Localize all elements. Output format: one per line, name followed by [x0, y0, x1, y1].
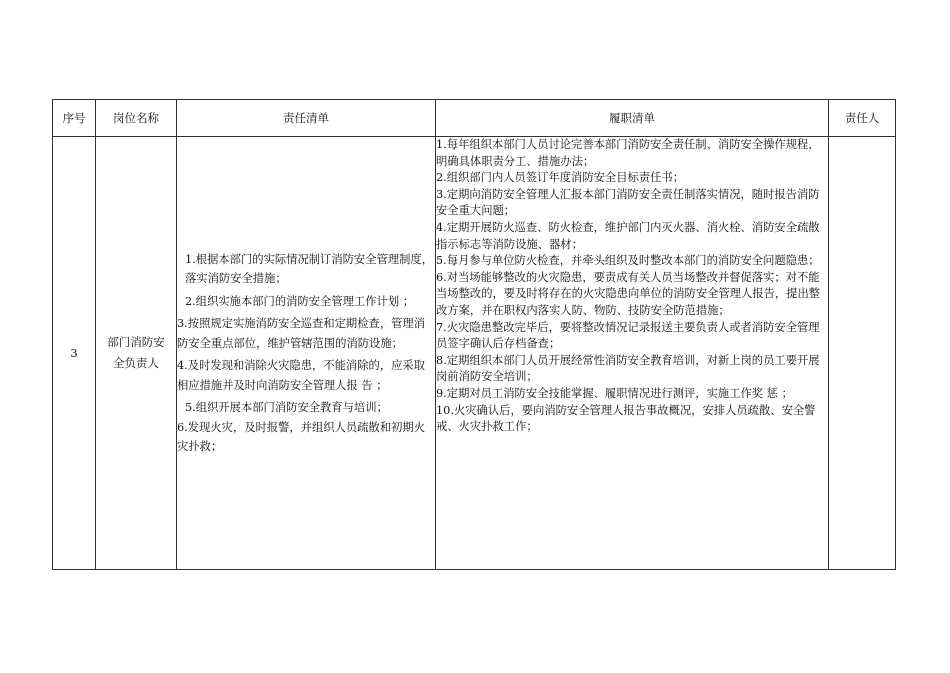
- header-responsibilities: 责任清单: [177, 100, 436, 137]
- performance-item: 9.定期对员工消防安全技能掌握、履职情况进行测评，实施工作奖 惩 ；: [436, 386, 793, 400]
- performance-item: 2.组织部门内人员签订年度消防安全目标责任书；: [436, 171, 685, 185]
- responsibility-item: 6.发现火灾，及时报警，并组织人员疏散和初期火灾扑救；: [177, 420, 426, 453]
- responsibility-item: 2.组织实施本部门的消防安全管理工作计划 ；: [185, 294, 415, 308]
- responsibility-item: 1.根据本部门的实际情况制订消防安全管理制度，落实消防安全措施；: [185, 252, 434, 285]
- performance-item: 4.定期开展防火巡查、防火检查，维护部门内灭火器、消火栓、消防安全疏散指示标志等消防设施、器材；: [436, 220, 820, 251]
- responsibility-list: [177, 137, 436, 570]
- row-no: 3: [53, 137, 96, 570]
- duty-table: [52, 99, 896, 570]
- header-no: 序号: [53, 100, 96, 137]
- header-performance: 履职清单: [436, 100, 829, 137]
- performance-item: 1.每年组织本部门人员讨论完善本部门消防安全责任制、消防安全操作规程，明确具体职责分工、措施办法；: [436, 138, 820, 168]
- performance-item: 8.定期组织本部门人员开展经常性消防安全教育培训，对新上岗的员工要开展岗前消防安全培训；: [436, 353, 820, 384]
- performance-item: 5.每月参与单位防火检查，并牵头组织及时整改本部门的消防安全问题隐患；: [436, 254, 820, 268]
- responsibility-item: 5.组织开展本部门消防安全教育与培训；: [185, 401, 388, 414]
- responsibility-item: 3.按照规定实施消防安全巡查和定期检查，管理消防安全重点部位，维护管辖范围的消防设施；: [177, 317, 426, 350]
- row-person: [829, 137, 896, 570]
- performance-item: 6.对当场能够整改的火灾隐患，要责成有关人员当场整改并督促落实；对不能当场整改的，要及时将存在的火灾隐患向单位的消防安全管理人报告，提出整改方案，并在职权内落实人防、物防、技防安全防范措施；: [436, 270, 821, 317]
- header-row: [53, 100, 896, 137]
- performance-list: [436, 137, 829, 570]
- performance-item: 10.火灾确认后，要向消防安全管理人报告事故概况，安排人员疏散、安全警戒、火灾扑救工作；: [436, 403, 816, 434]
- responsibility-item: 4.及时发现和消除火灾隐患，不能消除的，应采取相应措施并及时向消防安全管理人报 告 ；: [177, 359, 426, 392]
- header-person: 责任人: [829, 100, 896, 137]
- header-position: 岗位名称: [96, 100, 177, 137]
- row-position: 部门消防安全负责人: [96, 137, 177, 570]
- performance-item: 7.火灾隐患整改完毕后，要将整改情况记录报送主要负责人或者消防安全管理员签字确认后存档备查；: [436, 320, 820, 351]
- performance-item: 3.定期向消防安全管理人汇报本部门消防安全责任制落实情况，随时报告消防安全重大问题；: [436, 187, 820, 218]
- table-row: [53, 137, 896, 570]
